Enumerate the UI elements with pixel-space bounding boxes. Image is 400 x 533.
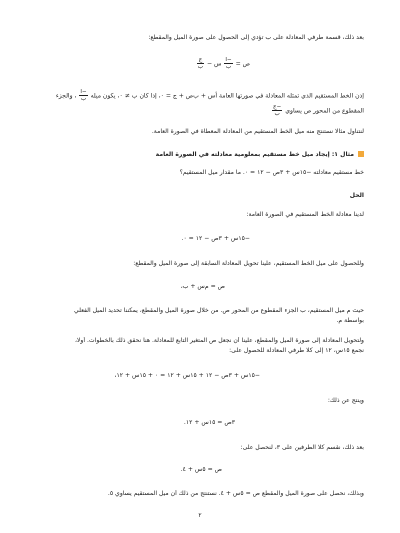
equation-add-both-sides: −١٥س + ٣ص − ١٢ + ١٥س + ١٢ = ٠ + ١٥س + ١٢،: [114, 372, 260, 379]
paragraph-text: ، والجزء: [55, 92, 77, 100]
eq-mid: س −: [206, 60, 222, 68]
paragraph-example-intro: لنتناول مثالًا نستنتج منه ميل الخط المستقيم من المعادلة المعطاة في الصورة العامة.: [151, 128, 364, 135]
solution-step-5: وينتج عن ذلك:: [327, 397, 364, 404]
equation-general-form: −١٥س + ٣ص − ١٢ = ٠.: [181, 235, 250, 242]
example-heading: [36, 151, 364, 159]
paragraph-intercept: [36, 104, 364, 117]
solution-label: الحل: [349, 192, 364, 199]
solution-step-4a: ولتحويل المعادلة إلى صورة الميل والمقطع، علينا أن نجعل ص المتغير التابع للمعادلة. هنا نحقق ذلك بالخطوات. أولًا،: [74, 337, 364, 344]
fraction-a-over-b: $\frac{\text{−أ}}{\text{ب}}$: [225, 57, 232, 70]
heading-marker-icon: [358, 151, 364, 157]
solution-step-4b: نجمع ١٥س، ١٢ إلى كلا طرفي المعادلة للحصول على:: [229, 347, 364, 354]
fraction-slope: $\frac{\text{−أ}}{\text{ب}}$: [80, 89, 87, 102]
solution-step-6: بعد ذلك، نقسم كلا الطرفين على ٣، لنحصل على:: [240, 444, 364, 451]
solution-step-2: وللحصول على ميل الخط المستقيم، علينا تحويل المعادلة السابقة إلى صورة الميل والمقطع:: [133, 260, 364, 267]
fraction-intercept: $\frac{\text{−ج}}{\text{ب}}$: [272, 104, 282, 117]
equation-final: ص = ٥س + ٤.: [180, 466, 222, 473]
fraction-c-over-b: $\frac{\text{ج}}{\text{ب}}$: [197, 57, 204, 70]
equation-3y: ٣ص = ١٥س + ١٢.: [183, 419, 235, 426]
equation-slope-intercept: ص = م‌س + ب،: [180, 283, 225, 290]
solution-step-1: لدينا معادلة الخط المستقيم في الصورة العامة:: [246, 211, 364, 218]
example-title: مثال ١: إيجاد ميل خط مستقيم بمعلومية معادلته في الصورة العامة: [155, 151, 354, 158]
eq-lhs: ص =: [235, 60, 250, 68]
equation-slope-intercept-general: [120, 57, 250, 70]
solution-step-3a: حيث م ميل المستقيم، ب الجزء المقطوع من المحور ص. من خلال صورة الميل والمقطع، يمكننا تحديد الميل الفعلي: [74, 307, 364, 314]
paragraph-intro: بعد ذلك، قسمة طرفي المعادلة على ب تؤدي إلى الحصول على صورة الميل والمقطع:: [148, 34, 364, 41]
solution-step-3b: بواسطة م.: [336, 317, 364, 324]
paragraph-text: إذن الخط المستقيم الذي تمثله المعادلة في صورتها العامة أس + ب‌ص + ج = ٠، إذا كان ب ≠ ٠، يكون ميله: [90, 92, 364, 100]
paragraph-general-form-slope: [36, 89, 364, 102]
example-question: خط مستقيم معادلته −١٥س + ٣ص − ١٢ = ٠. ما مقدار ميل المستقيم؟: [179, 169, 364, 176]
page-number: ٢: [198, 512, 202, 519]
solution-conclusion: وبذلك، نحصل على صورة الميل والمقطع ص = ٥س + ٤. نستنتج من ذلك أن ميل المستقيم يساوي ٥.: [107, 490, 364, 497]
paragraph-text: المقطوع من المحور ص يساوي: [285, 107, 364, 115]
